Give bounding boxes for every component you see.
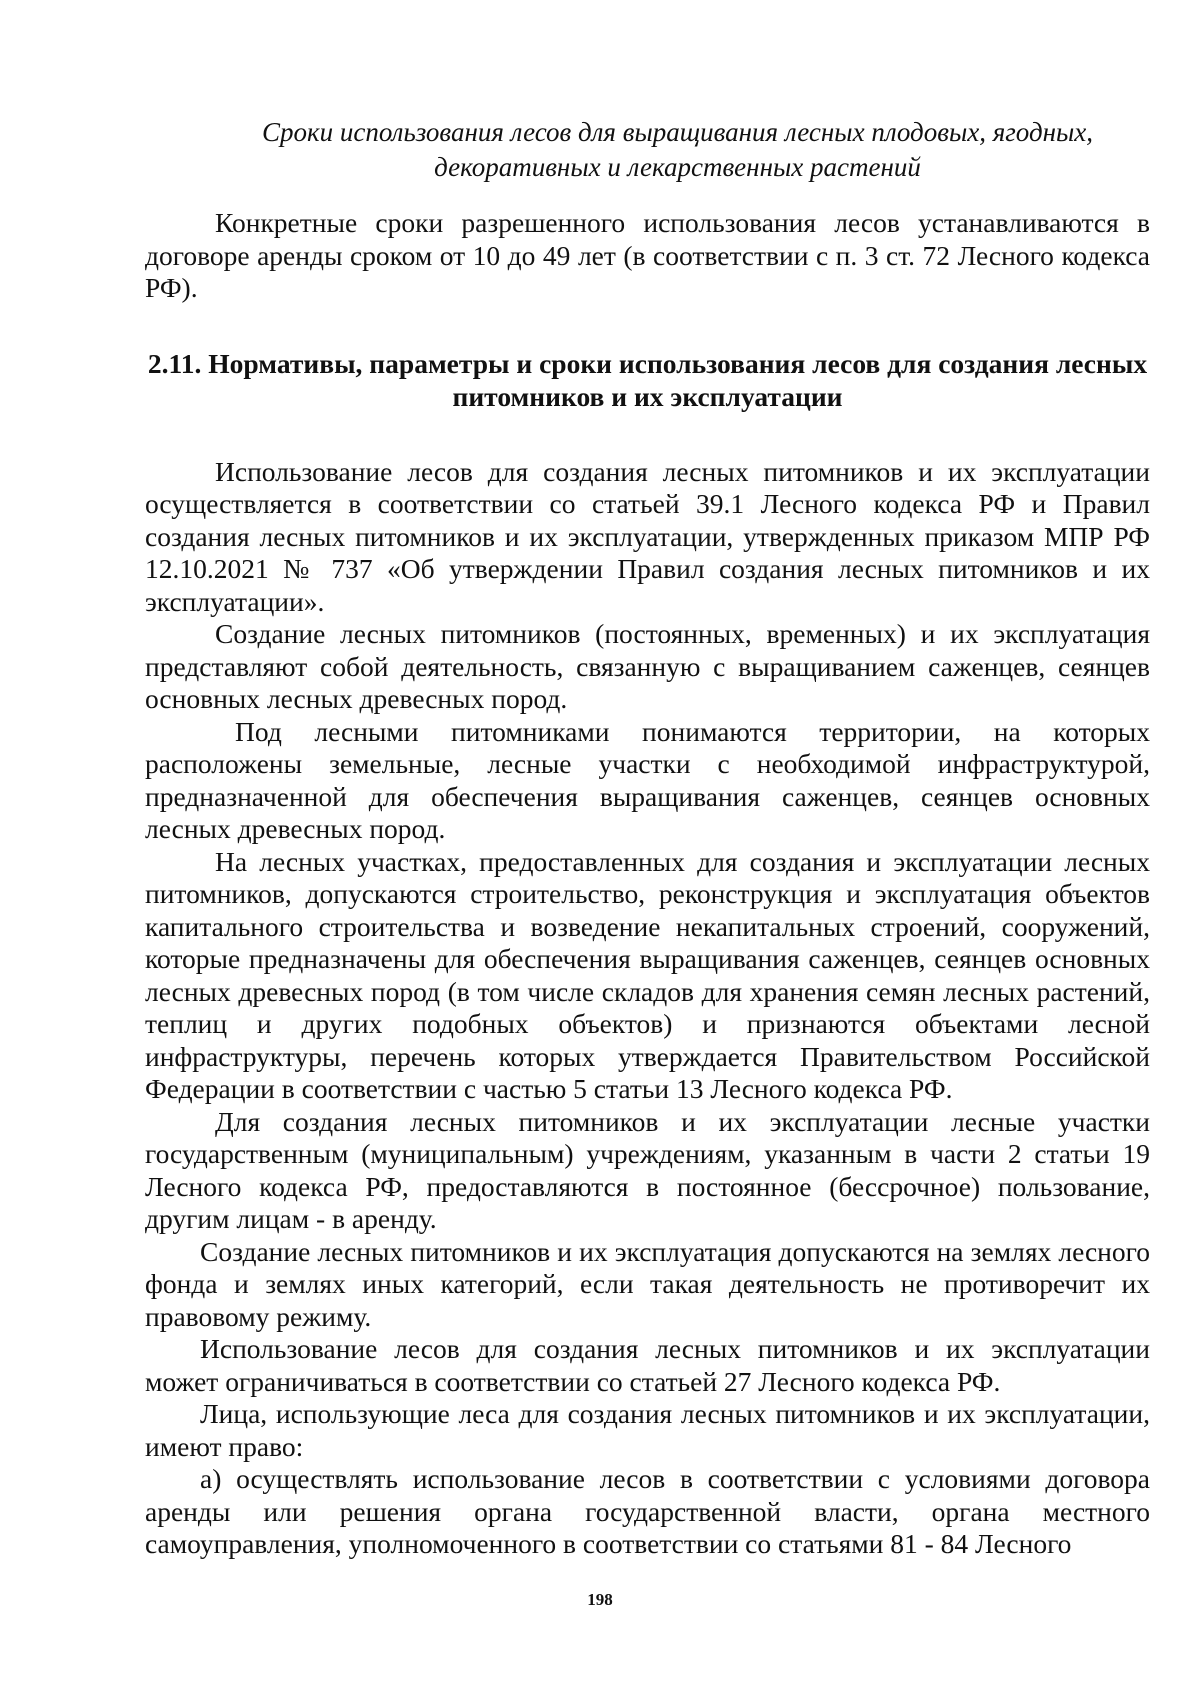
paragraph: а) осуществлять использование лесов в соответствии с условиями договора аренды или решения органа государственной власти, органа местного самоуправления, уполномоченного в соответствии со статьями 81 - 84 Лесного: [145, 1463, 1150, 1559]
paragraph-terms: Конкретные сроки разрешенного использования лесов устанавливаются в договоре аренды сроком от 10 до 49 лет (в соответствии с п. 3 ст. 72 Лесного кодекса РФ).: [145, 207, 1150, 303]
section-heading: 2.11. Нормативы, параметры и сроки использования лесов для создания лесных питомников и их эксплуатации: [147, 347, 1148, 412]
paragraph: Для создания лесных питомников и их эксплуатации лесные участки государственным (муниципальным) учреждениям, указанным в части 2 статьи 19 Лесного кодекса РФ, предоставляются в постоянное (бессрочное) пользование, другим лицам - в аренду.: [145, 1105, 1150, 1234]
paragraph: Создание лесных питомников (постоянных, временных) и их эксплуатация представляют собой деятельность, связанную с выращиванием саженцев, сеянцев основных лесных древесных пород.: [145, 618, 1150, 714]
subsection-title: Сроки использования лесов для выращивания лесных плодовых, ягодных, декоративных и лекарственных растений: [261, 117, 1094, 182]
paragraph: На лесных участках, предоставленных для создания и эксплуатации лесных питомников, допускаются строительство, реконструкция и эксплуатация объектов капитального строительства и возведение некапитальных строений, сооружений, которые предназначены для обеспечения выращивания саженцев, сеянцев основных лесных древесных пород (в том числе складов для хранения семян лесных растений, теплиц и других подобных объектов) и признаются объектами лесной инфраструктуры, перечень которых утверждается Правительством Российской Федерации в соответствии с частью 5 статьи 13 Лесного кодекса РФ.: [145, 845, 1150, 1104]
paragraph: Использование лесов для создания лесных питомников и их эксплуатации может ограничиваться в соответствии со статьей 27 Лесного кодекса РФ.: [145, 1333, 1150, 1397]
paragraph: Под лесными питомниками понимаются территории, на которых расположены земельные, лесные участки с необходимой инфраструктурой, предназначенной для обеспечения выращивания саженцев, сеянцев основных лесных древесных пород.: [145, 715, 1150, 844]
paragraph: Лица, использующие леса для создания лесных питомников и их эксплуатации, имеют право:: [145, 1398, 1150, 1462]
paragraph: Использование лесов для создания лесных питомников и их эксплуатации осуществляется в соответствии со статьей 39.1 Лесного кодекса РФ и Правил создания лесных питомников и их эксплуатации, утвержденных приказом МПР РФ 12.10.2021 № 737 «Об утверждении Правил создания лесных питомников и их эксплуатации».: [145, 455, 1150, 617]
page-content: [145, 115, 1150, 1561]
page-number: 198: [587, 1590, 613, 1609]
paragraph: Создание лесных питомников и их эксплуатация допускаются на землях лесного фонда и землях иных категорий, если такая деятельность не противоречит их правовому режиму.: [145, 1235, 1150, 1332]
